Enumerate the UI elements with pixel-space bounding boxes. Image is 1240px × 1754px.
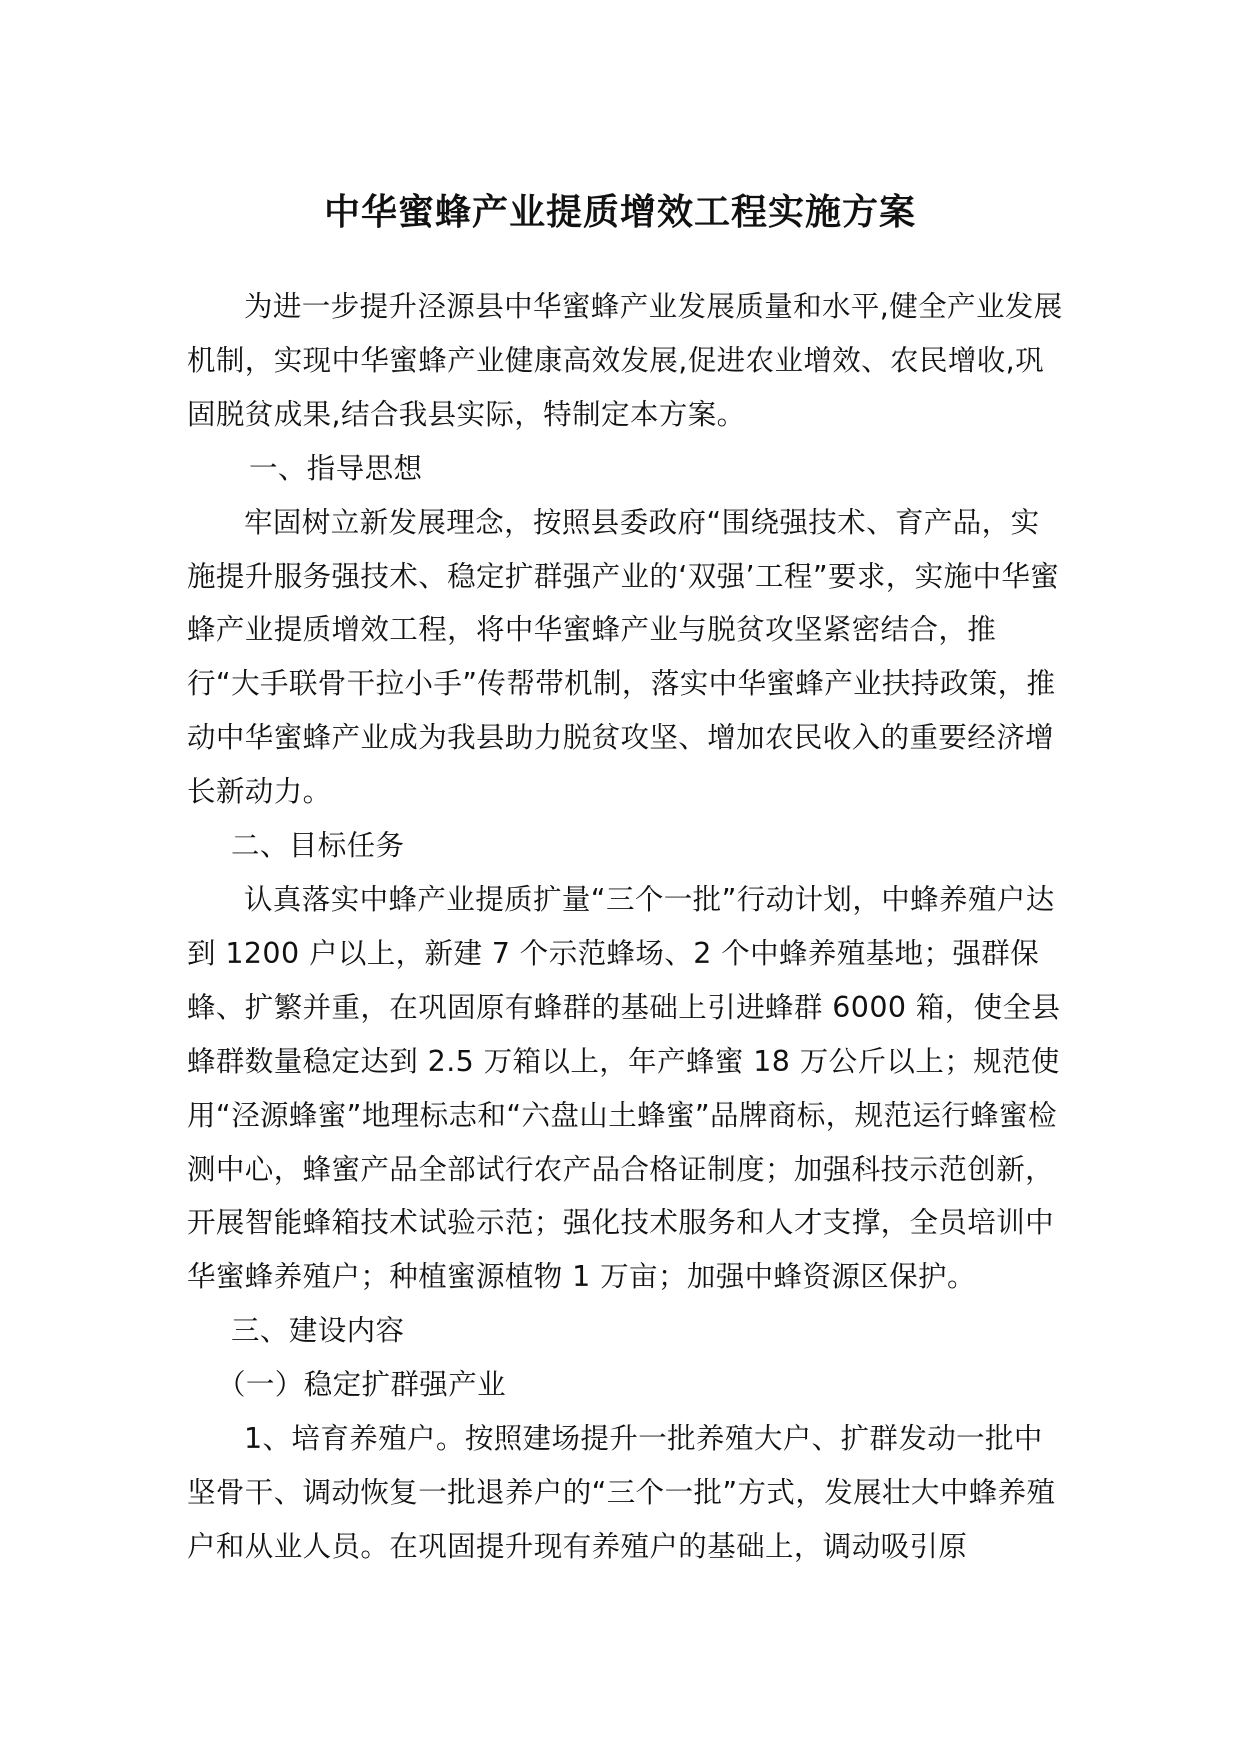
intro-paragraph: 为进一步提升泾源县中华蜜蜂产业发展质量和水平,健全产业发展机制，实现中华蜜蜂产业健康高效发展,促进农业增效、农民增收,巩固脱贫成果,结合我县实际，特制定本方案。 bbox=[187, 290, 1063, 431]
goals-tasks-paragraph: 认真落实中蜂产业提质扩量“三个一批”行动计划，中蜂养殖户达到 1200 户以上，新建 7 个示范蜂场、2 个中蜂养殖基地；强群保蜂、扩繁并重，在巩固原有蜂群的基础上引进蜂群 6000 箱，使全县蜂群数量稳定达到 2.5 万箱以上，年产蜂蜜 18 万公斤以上；规范使用“泾源蜂蜜”地理标志和“六盘山土蜂蜜”品牌商标，规范运行蜂蜜检测中心，蜂蜜产品全部试行农产品合格证制度；加强科技示范创新，开展智能蜂箱技术试验示范；强化技术服务和人才支撑，全员培训中华蜜蜂养殖户；种植蜜源植物 1 万亩；加强中蜂资源区保护。 bbox=[187, 882, 1061, 1294]
subsection-heading-stabilize-expand: （一）稳定扩群强产业 bbox=[217, 1368, 507, 1402]
section-heading-guiding-ideology: 一、指导思想 bbox=[249, 451, 423, 485]
section-heading-goals-tasks: 二、目标任务 bbox=[231, 829, 405, 863]
document-body bbox=[187, 280, 1067, 1574]
guiding-ideology-paragraph: 牢固树立新发展理念，按照县委政府“围绕强技术、育产品，实施提升服务强技术、稳定扩群强产业的‘双强’工程”要求，实施中华蜜蜂产业提质增效工程，将中华蜜蜂产业与脱贫攻坚紧密结合，推行“大手联骨干拉小手”传帮带机制，落实中华蜜蜂产业扶持政策，推动中华蜜蜂产业成为我县助力脱贫攻坚、增加农民收入的重要经济增长新动力。 bbox=[187, 505, 1060, 809]
section-heading-construction-content: 三、建设内容 bbox=[231, 1314, 405, 1348]
cultivate-farmers-paragraph: 1、培育养殖户。按照建场提升一批养殖大户、扩群发动一批中坚骨干、调动恢复一批退养户的“三个一批”方式，发展壮大中蜂养殖户和从业人员。在巩固提升现有养殖户的基础上，调动吸引原 bbox=[187, 1422, 1056, 1563]
document-title: 中华蜜蜂产业提质增效工程实施方案 bbox=[323, 191, 916, 233]
